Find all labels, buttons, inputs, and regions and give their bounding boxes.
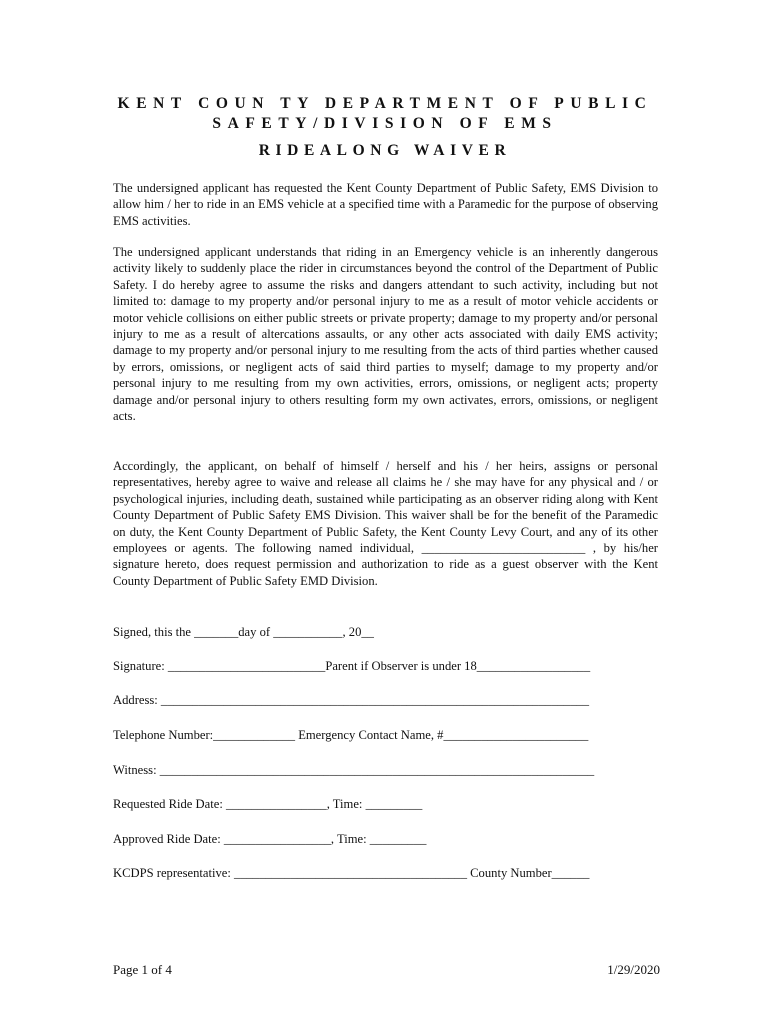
approved-ride-date-field[interactable]: Approved Ride Date: _________________, Time: _________: [113, 832, 427, 846]
kcdps-representative-field[interactable]: KCDPS representative: _____________________________________ County Number______: [113, 866, 590, 880]
waiver-title: RIDEALONG WAIVER: [258, 142, 512, 159]
address-field[interactable]: Address: ____________________________________________________________________: [113, 693, 590, 707]
signed-date-field[interactable]: Signed, this the _______day of ___________, 20__: [113, 625, 374, 639]
division-title: SAFETY/DIVISION OF EMS: [212, 115, 558, 132]
paragraph-risks: The undersigned applicant understands that riding in an Emergency vehicle is an inherently dangerous activity likely to suddenly place the rider in circumstances beyond the control of the Department of Public Safety. I do hereby agree to assume the risks and dangers attendant to such activity, including but not limited to: damage to my property and/or personal injury to me as a result of motor vehicle accidents or motor vehicle collisions on either public streets or private property; damage to my property and/or personal injury to me as a result of altercations assaults, or any other acts associated with daily EMS activity; damage to my property and/or personal injury to me resulting from the acts of third parties whether caused by errors, omissions, or negligent acts of said third parties to myself; damage to my property and/or personal injury to me resulting from my own activities, errors, omissions, or negligent acts; property damage and/or personal injury to others resulting form my own activates, errors, omissions, or negligent acts.: [113, 245, 658, 424]
page-number: Page 1 of 4: [113, 962, 172, 977]
signature-field[interactable]: Signature: _________________________Parent if Observer is under 18__________________: [113, 659, 591, 673]
paragraph-request: The undersigned applicant has requested the Kent County Department of Public Safety, EMS Division to allow him / her to ride in an EMS vehicle at a specified time with a Paramedic for the purpose of observing EMS activities.: [113, 181, 658, 228]
department-title: KENT COUN TY DEPARTMENT OF PUBLIC: [117, 95, 653, 112]
telephone-field[interactable]: Telephone Number:_____________ Emergency Contact Name, #_______________________: [113, 728, 589, 742]
requested-ride-date-field[interactable]: Requested Ride Date: ________________, Time: _________: [113, 797, 423, 811]
document-date: 1/29/2020: [607, 962, 660, 977]
witness-field[interactable]: Witness: _____________________________________________________________________: [113, 763, 595, 777]
paragraph-release: Accordingly, the applicant, on behalf of himself / herself and his / her heirs, assigns or personal representatives, hereby agree to waive and release all claims he / she may have for any physical and / or psychological injuries, including death, sustained while participating as an observer riding along with Kent County Department of Public Safety EMS Division. This waiver shall be for the benefit of the Paramedic on duty, the Kent County Department of Public Safety, the Kent County Levy Court, and any of its other employees or agents. The following named individual, __________________________ , by his/her signature hereto, does request permission and authorization to ride as a guest observer with the Kent County Department of Public Safety EMD Division.: [113, 459, 658, 588]
